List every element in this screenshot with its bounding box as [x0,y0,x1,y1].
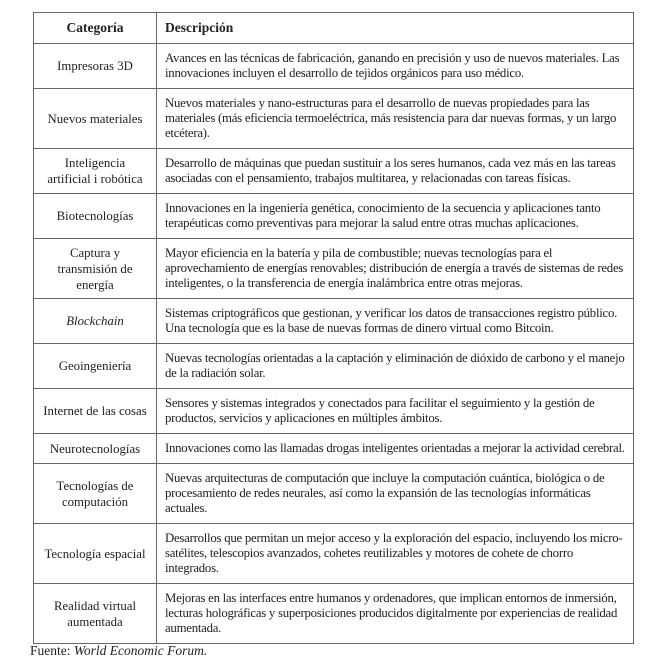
table-row [34,389,634,434]
description-cell: Sensores y sistemas integrados y conectados para facilitar el seguimiento y la gestión de productos, servicios y aplicaciones en múltiples ámbitos. [157,389,634,434]
table-row [34,149,634,194]
table-row [34,239,634,299]
source-name: World Economic Forum. [73,643,208,658]
category-cell: Captura y transmisión de energía [34,239,157,299]
table-row [34,299,634,344]
category-cell: Impresoras 3D [34,44,157,89]
category-cell: Biotecnologías [34,194,157,239]
header-row [34,13,634,44]
description-cell: Avances en las técnicas de fabricación, ganando en precisión y uso de nuevos materiales. Las innovaciones incluyen el desarrollo de tejidos orgánicos para uso médico. [157,44,634,89]
table-row [34,584,634,644]
table-row [34,89,634,149]
description-cell: Desarrollos que permitan un mejor acceso y la exploración del espacio, incluyendo los micro-satélites, telescopios avanzados, cohetes reutilizables y motores de cohete de chorro integrados. [157,524,634,584]
category-cell: Blockchain [34,299,157,344]
description-cell: Desarrollo de máquinas que puedan sustituir a los seres humanos, cada vez más en las tareas asociadas con el pensamiento, trabajos multitarea, y relacionadas con tareas físicas. [157,149,634,194]
category-cell: Internet de las cosas [34,389,157,434]
table-header [34,13,634,44]
column-header-descripcion: Descripción [157,13,634,44]
description-cell: Nuevas tecnologías orientadas a la captación y eliminación de dióxido de carbono y el manejo de la radiación solar. [157,344,634,389]
description-cell: Innovaciones en la ingeniería genética, conocimiento de la secuencia y aplicaciones tanto terapéuticas como preventivas para mejorar la salud entre otras muchas aplicaciones. [157,194,634,239]
table-row [34,434,634,464]
category-cell: Nuevos materiales [34,89,157,149]
description-cell: Nuevas arquitecturas de computación que incluye la computación cuántica, biológica o de procesamiento de redes neurales, así como la expansión de las tecnologías informáticas actuales. [157,464,634,524]
technologies-table [33,12,634,644]
category-cell: Neurotecnologías [34,434,157,464]
description-cell: Mayor eficiencia en la batería y pila de combustible; nuevas tecnologías para el aprovechamiento de energías renovables; distribución de energía a través de sistemas de redes inteligentes, o la transferencia de energía inalámbrica entre otras mejoras. [157,239,634,299]
category-cell: Tecnología espacial [34,524,157,584]
table-container [33,12,634,644]
description-cell: Innovaciones como las llamadas drogas inteligentes orientadas a mejorar la actividad cerebral. [157,434,634,464]
table-row [34,344,634,389]
table-row [34,194,634,239]
description-cell: Mejoras en las interfaces entre humanos y ordenadores, que implican entornos de inmersión, lecturas holográficas y superposiciones producidos digitalmente por experiencias de realidad aumentada. [157,584,634,644]
category-cell: Geoingeniería [34,344,157,389]
category-cell: Inteligencia artificial i robótica [34,149,157,194]
table-row [34,464,634,524]
category-cell: Realidad virtual aumentada [34,584,157,644]
column-header-categoria: Categoría [34,13,157,44]
source-note [30,643,207,659]
category-cell: Tecnologías de computación [34,464,157,524]
description-cell: Sistemas criptográficos que gestionan, y verificar los datos de transacciones registro público. Una tecnología que es la base de nuevas formas de dinero virtual como Bitcoin. [157,299,634,344]
table-row [34,524,634,584]
description-cell: Nuevos materiales y nano-estructuras para el desarrollo de nuevas propiedades para las materiales (más eficiencia termoeléctrica, más resistencia para dar nuevas formas, y un largo etcétera). [157,89,634,149]
table-row [34,44,634,89]
source-label: Fuente: [30,643,71,658]
table-body [34,44,634,644]
